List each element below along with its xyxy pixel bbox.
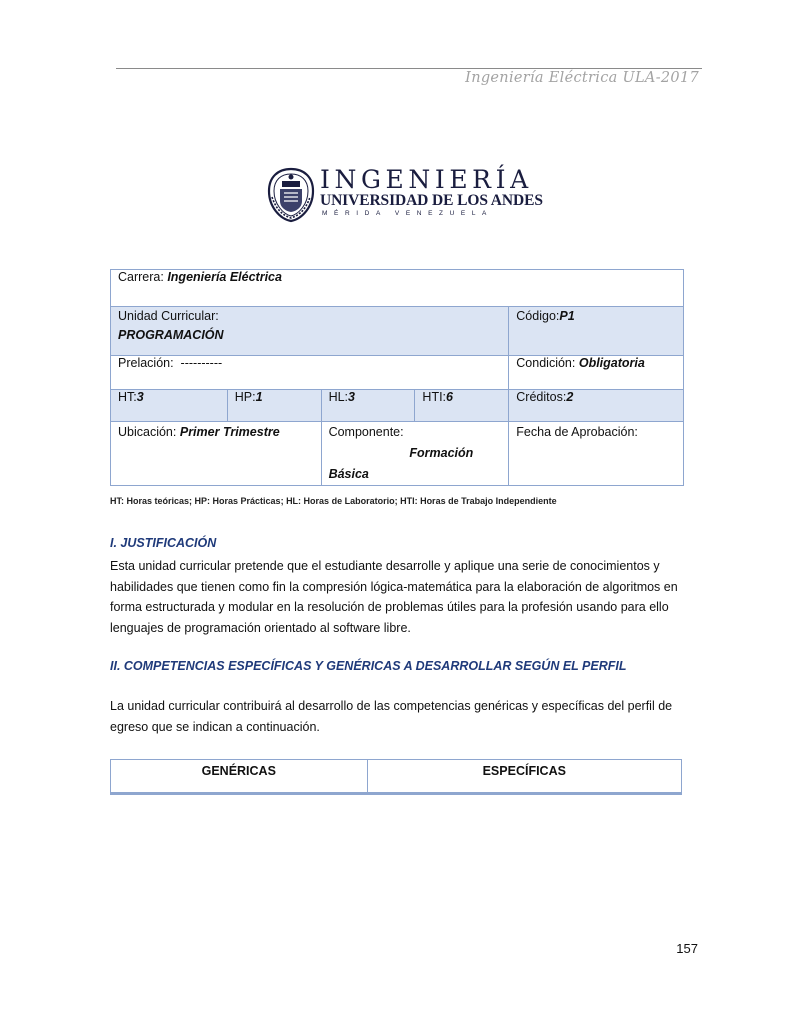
ubicacion-label: Ubicación:: [118, 425, 177, 439]
ht-label: HT:: [118, 390, 137, 404]
hp-value: 1: [255, 390, 263, 404]
university-seal-icon: [266, 167, 316, 223]
col-especificas: ESPECÍFICAS: [367, 760, 681, 794]
logo-line-merida: MÉRIDA VENEZUELA: [322, 210, 493, 217]
cell-fecha: [509, 422, 684, 486]
componente-label: Componente:: [328, 425, 404, 439]
row-prelacion: [111, 356, 684, 390]
row-unidad: [111, 307, 684, 356]
carrera-value: Ingeniería Eléctrica: [167, 270, 282, 284]
cell-codigo: [509, 307, 684, 356]
header-rule: [116, 68, 702, 69]
carrera-label: Carrera:: [118, 270, 164, 284]
hti-label: HTI:: [422, 390, 447, 404]
competencias-header-row: [111, 760, 682, 794]
page-number: 157: [676, 941, 698, 956]
row-hours: [111, 390, 684, 422]
prelacion-value: ----------: [180, 356, 223, 370]
cell-prelacion: [111, 356, 509, 390]
cell-condicion: [509, 356, 684, 390]
hours-footnote: HT: Horas teóricas; HP: Horas Prácticas; HL: Horas de Laboratorio; HTI: Horas de Trabajo Independiente: [110, 496, 557, 506]
componente-value-2: Básica: [328, 467, 369, 481]
cell-ht: [111, 390, 228, 422]
ubicacion-value: Primer Trimestre: [179, 425, 280, 439]
logo-line-universidad: UNIVERSIDAD DE LOS ANDES: [320, 192, 543, 209]
cell-hl: [321, 390, 415, 422]
unidad-value: PROGRAMACIÓN: [118, 328, 224, 342]
unidad-label: Unidad Curricular:: [118, 309, 219, 323]
cell-creditos: [509, 390, 684, 422]
section-competencias-title: II. COMPETENCIAS ESPECÍFICAS Y GENÉRICAS A DESARROLLAR SEGÚN EL PERFIL: [110, 659, 627, 673]
col-genericas: GENÉRICAS: [111, 760, 368, 794]
hl-label: HL:: [328, 390, 349, 404]
competencias-table: [110, 759, 682, 795]
codigo-label: Código:: [516, 309, 560, 323]
hl-value: 3: [348, 390, 355, 404]
hti-value: 6: [446, 390, 453, 404]
cell-carrera: [111, 270, 684, 307]
condicion-label: Condición:: [516, 356, 576, 370]
cell-hti: [415, 390, 509, 422]
cell-hp: [227, 390, 321, 422]
row-ubicacion: [111, 422, 684, 486]
section-justificacion-title: I. JUSTIFICACIÓN: [110, 536, 217, 550]
cell-unidad: [111, 307, 509, 356]
header-title: Ingeniería Eléctrica ULA-2017: [465, 70, 699, 86]
cell-componente: [321, 422, 509, 486]
section-competencias-body: La unidad curricular contribuirá al desarrollo de las competencias genéricas y específicas del perfil de egreso que se indican a continuación.: [110, 699, 673, 734]
row-carrera: [111, 270, 684, 307]
componente-value-1: Formación: [409, 446, 474, 460]
ht-value: 3: [136, 390, 144, 404]
codigo-value: P1: [559, 309, 575, 323]
section-justificacion-body: Esta unidad curricular pretende que el estudiante desarrolle y aplique una serie de conocimientos y habilidades que tienen como fin la compresión lógica-matemática para la elaboración de algoritmos en forma estructurada y modular en la resolución de problemas útiles para la profesión usando para ello lenguajes de programación orientado al software libre.: [110, 559, 678, 635]
condicion-value: Obligatoria: [578, 356, 645, 370]
cell-ubicacion: [111, 422, 322, 486]
logo-line-ingenieria: INGENIERÍA: [320, 165, 533, 194]
fecha-label: Fecha de Aprobación:: [516, 425, 638, 439]
prelacion-label: Prelación:: [118, 356, 174, 370]
creditos-label: Créditos:: [516, 390, 567, 404]
course-info-table: [110, 269, 684, 486]
creditos-value: 2: [566, 390, 574, 404]
hp-label: HP:: [234, 390, 256, 404]
faculty-logo: [266, 165, 543, 224]
